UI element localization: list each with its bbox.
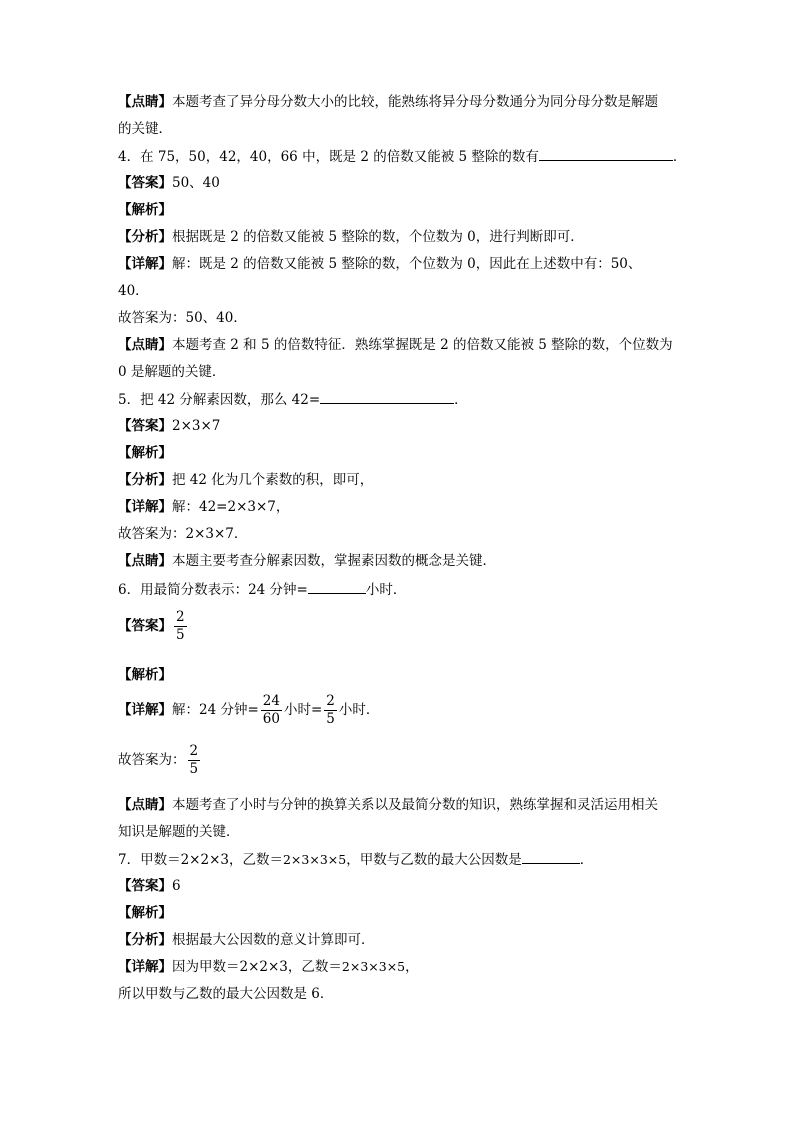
answer-blank [522, 849, 580, 864]
fraction [261, 693, 282, 728]
section-tag: 【分析】 [118, 229, 172, 245]
answer-4 [118, 173, 220, 193]
section-tag: 【点睛】 [118, 797, 172, 813]
answer-blank [320, 389, 454, 404]
detail-5 [118, 497, 289, 517]
analysis-heading: 【解析】 [118, 667, 172, 683]
detail-4 [118, 254, 641, 274]
text: 本题考查 2 和 5 的倍数特征．熟练掌握既是 2 的倍数又能被 5 整除的数，个位数为 [172, 337, 673, 353]
point-note-4 [118, 335, 673, 355]
section-tag: 【点睛】 [118, 553, 172, 569]
section-tag: 【详解】 [118, 256, 172, 272]
text: 本题考查了异分母分数大小的比较，能熟练将异分母分数通分为同分母分数是解题 [172, 94, 658, 110]
answer-text: 50、40 [172, 175, 220, 191]
question-7 [118, 849, 593, 870]
text-line: 40． [118, 283, 149, 299]
text: 解：既是 2 的倍数又能被 5 整除的数，个位数为 0，因此在上述数中有：50、 [172, 256, 642, 272]
text: 小时= [283, 702, 323, 718]
fraction [324, 693, 337, 728]
point-note-1 [118, 92, 658, 112]
question-text: 4．在 75，50，42，40，66 中，既是 2 的倍数又能被 5 整除的数有 [118, 149, 539, 165]
point-note-5 [118, 551, 496, 571]
fraction [188, 743, 201, 778]
expression: 2×3×3×5 [341, 959, 406, 974]
section-tag: 【详解】 [118, 499, 172, 515]
analysis-7 [118, 930, 375, 950]
final-answer-6 [118, 743, 202, 778]
analysis-5 [118, 470, 373, 490]
text-line: 0 是解题的关键． [118, 364, 226, 380]
question-text: 6．用最简分数表示：24 分钟= [118, 582, 308, 598]
detail-7 [118, 957, 419, 977]
text: 本题考查了小时与分钟的换算关系以及最简分数的知识，熟练掌握和灵活运用相关 [172, 797, 658, 813]
section-tag: 【详解】 [118, 959, 172, 975]
text: 把 42 化为几个素数的积，即可， [172, 472, 374, 488]
question-text: ，甲数与乙数的最大公因数是 [346, 852, 522, 868]
text: 小时． [338, 702, 380, 718]
denominator: 60 [262, 711, 280, 727]
detail-6 [118, 693, 379, 728]
text: 解：42=2×3×7， [172, 499, 290, 515]
final-answer-5: 故答案为：2×3×7． [118, 526, 248, 542]
text: 本题主要考查分解素因数，掌握素因数的概念是关键． [172, 553, 496, 569]
answer-text: 6 [172, 878, 181, 894]
answer-text: 2×3×7 [172, 418, 221, 434]
fraction [174, 609, 187, 644]
numerator: 2 [189, 743, 199, 759]
question-text: 5．把 42 分解素因数，那么 42= [118, 392, 321, 408]
question-text-tail: 小时． [365, 582, 407, 598]
text-line: 的关键． [118, 121, 172, 137]
analysis-4 [118, 227, 584, 247]
answer-6 [118, 609, 189, 644]
question-text: 7．甲数＝2×2×3，乙数＝ [118, 852, 283, 868]
expression: 2×3×3×5 [282, 852, 347, 867]
answer-7 [118, 876, 181, 896]
denominator: 5 [176, 627, 185, 643]
section-tag: 【分析】 [118, 472, 172, 488]
text: 根据既是 2 的倍数又能被 5 整除的数，个位数为 0，进行判断即可． [172, 229, 584, 245]
section-tag: 【分析】 [118, 932, 172, 948]
analysis-heading: 【解析】 [118, 445, 172, 461]
section-tag: 【答案】 [118, 175, 172, 191]
answer-5 [118, 416, 220, 436]
text: 因为甲数＝2×2×3，乙数＝ [172, 959, 342, 975]
point-note-6 [118, 795, 658, 815]
text-line: 知识是解题的关键． [118, 824, 240, 840]
question-6 [118, 579, 406, 600]
numerator: 2 [176, 609, 185, 625]
section-tag: 【点睛】 [118, 94, 172, 110]
numerator: 24 [262, 693, 280, 709]
section-tag: 【答案】 [118, 418, 172, 434]
section-tag: 【详解】 [118, 702, 172, 718]
section-tag: 【答案】 [118, 618, 172, 634]
final-answer-7: 所以甲数与乙数的最大公因数是 6． [118, 986, 334, 1002]
section-tag: 【答案】 [118, 878, 172, 894]
analysis-heading: 【解析】 [118, 202, 172, 218]
question-4 [118, 146, 686, 167]
punct: ． [579, 852, 594, 868]
punct: ， [405, 959, 419, 975]
denominator: 5 [189, 761, 199, 777]
answer-blank [539, 146, 673, 161]
text: 根据最大公因数的意义计算即可． [172, 932, 375, 948]
answer-blank [308, 579, 366, 594]
punct: ． [454, 392, 468, 408]
analysis-heading: 【解析】 [118, 905, 172, 921]
text: 故答案为： [118, 752, 186, 768]
text: 解：24 分钟= [172, 702, 259, 718]
section-tag: 【点睛】 [118, 337, 172, 353]
punct: ． [672, 149, 687, 165]
question-5 [118, 389, 468, 410]
numerator: 2 [326, 693, 335, 709]
denominator: 5 [326, 711, 335, 727]
final-answer-4: 故答案为：50、40． [118, 310, 247, 326]
